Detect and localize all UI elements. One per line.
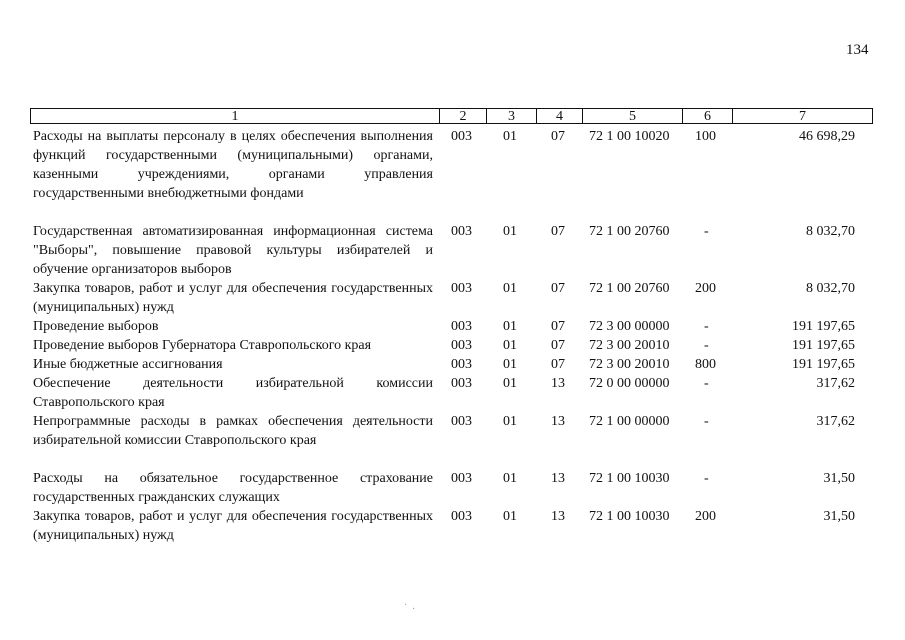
table-row	[33, 507, 873, 545]
row-col-7: 191 197,65	[792, 338, 855, 353]
row-description: Непрограммные расходы в рамках обеспечения деятельности избирательной комиссии Ставропольского края	[33, 414, 433, 448]
row-col-7: 191 197,65	[792, 319, 855, 334]
row-col-2: 003	[451, 471, 472, 486]
row-col-5: 72 1 00 00000	[589, 414, 670, 429]
row-col-6: 100	[695, 129, 716, 144]
row-col-6: 200	[695, 281, 716, 296]
table-row	[33, 317, 873, 336]
header-col-2: 2	[440, 109, 487, 123]
row-col-3: 01	[503, 376, 517, 391]
row-col-4: 13	[551, 376, 565, 391]
row-col-4: 13	[551, 509, 565, 524]
row-description: Проведение выборов	[33, 319, 159, 334]
row-col-3: 01	[503, 338, 517, 353]
row-col-2: 003	[451, 224, 472, 239]
row-description: Закупка товаров, работ и услуг для обеспечения государственных (муниципальных) нужд	[33, 281, 433, 315]
row-col-6: -	[704, 376, 709, 391]
row-col-2: 003	[451, 414, 472, 429]
row-col-2: 003	[451, 357, 472, 372]
row-description: Закупка товаров, работ и услуг для обеспечения государственных (муниципальных) нужд	[33, 509, 433, 543]
row-col-4: 07	[551, 357, 565, 372]
row-col-7: 8 032,70	[806, 224, 855, 239]
row-col-2: 003	[451, 281, 472, 296]
table-row	[33, 336, 873, 355]
row-col-7: 46 698,29	[799, 129, 855, 144]
row-description: Проведение выборов Губернатора Ставропольского края	[33, 338, 372, 353]
table-row	[33, 412, 873, 450]
table-row	[33, 469, 873, 507]
table-row	[33, 222, 873, 279]
row-col-6: -	[704, 338, 709, 353]
row-col-4: 13	[551, 471, 565, 486]
row-col-5: 72 1 00 20760	[589, 224, 670, 239]
row-col-4: 07	[551, 224, 565, 239]
row-col-5: 72 0 00 00000	[589, 376, 670, 391]
table-row	[33, 355, 873, 374]
row-col-5: 72 3 00 20010	[589, 338, 670, 353]
table-row	[33, 127, 873, 203]
row-col-2: 003	[451, 319, 472, 334]
row-col-3: 01	[503, 357, 517, 372]
row-col-6: -	[704, 319, 709, 334]
row-col-7: 191 197,65	[792, 357, 855, 372]
row-col-3: 01	[503, 414, 517, 429]
row-col-6: -	[704, 224, 709, 239]
row-col-5: 72 1 00 10030	[589, 471, 670, 486]
header-col-1: 1	[31, 109, 440, 123]
row-col-7: 31,50	[823, 509, 855, 524]
row-col-7: 317,62	[816, 414, 855, 429]
row-col-4: 13	[551, 414, 565, 429]
header-col-3: 3	[487, 109, 537, 123]
row-description: Государственная автоматизированная информационная система "Выборы", повышение правовой культуры избирателей и обучение организаторов выборов	[33, 224, 433, 277]
table-row	[33, 279, 873, 317]
row-description: Иные бюджетные ассигнования	[33, 357, 223, 372]
row-col-6: 800	[695, 357, 716, 372]
row-col-6: -	[704, 471, 709, 486]
row-description: Расходы на выплаты персоналу в целях обеспечения выполнения функций государственными (муниципальными) органами, казенными учреждениями, органами управления государственными внебюджетными фондами	[33, 129, 433, 201]
row-col-7: 317,62	[816, 376, 855, 391]
row-col-5: 72 3 00 00000	[589, 319, 670, 334]
row-col-5: 72 1 00 10020	[589, 129, 670, 144]
table-body	[33, 127, 873, 545]
scan-speck: ·	[412, 604, 416, 615]
row-col-2: 003	[451, 509, 472, 524]
row-col-2: 003	[451, 129, 472, 144]
row-col-7: 8 032,70	[806, 281, 855, 296]
row-col-3: 01	[503, 129, 517, 144]
row-col-4: 07	[551, 319, 565, 334]
row-col-7: 31,50	[823, 471, 855, 486]
table-row	[33, 374, 873, 412]
row-gap	[33, 203, 873, 222]
scan-speck: ·	[404, 600, 408, 611]
row-col-3: 01	[503, 281, 517, 296]
row-col-5: 72 3 00 20010	[589, 357, 670, 372]
row-col-2: 003	[451, 376, 472, 391]
row-col-6: 200	[695, 509, 716, 524]
row-col-5: 72 1 00 10030	[589, 509, 670, 524]
row-gap	[33, 450, 873, 469]
row-col-5: 72 1 00 20760	[589, 281, 670, 296]
row-col-3: 01	[503, 471, 517, 486]
header-col-5: 5	[583, 109, 683, 123]
row-col-4: 07	[551, 281, 565, 296]
table-header	[30, 108, 873, 124]
row-col-4: 07	[551, 129, 565, 144]
header-col-7: 7	[799, 109, 806, 124]
page-number: 134	[846, 42, 869, 58]
row-description: Обеспечение деятельности избирательной комиссии Ставропольского края	[33, 376, 433, 410]
row-col-3: 01	[503, 509, 517, 524]
row-col-3: 01	[503, 319, 517, 334]
row-col-6: -	[704, 414, 709, 429]
row-col-3: 01	[503, 224, 517, 239]
row-col-2: 003	[451, 338, 472, 353]
row-col-4: 07	[551, 338, 565, 353]
row-description: Расходы на обязательное государственное страхование государственных гражданских служащих	[33, 471, 433, 505]
header-col-6: 6	[683, 109, 733, 123]
header-col-4: 4	[537, 109, 583, 123]
